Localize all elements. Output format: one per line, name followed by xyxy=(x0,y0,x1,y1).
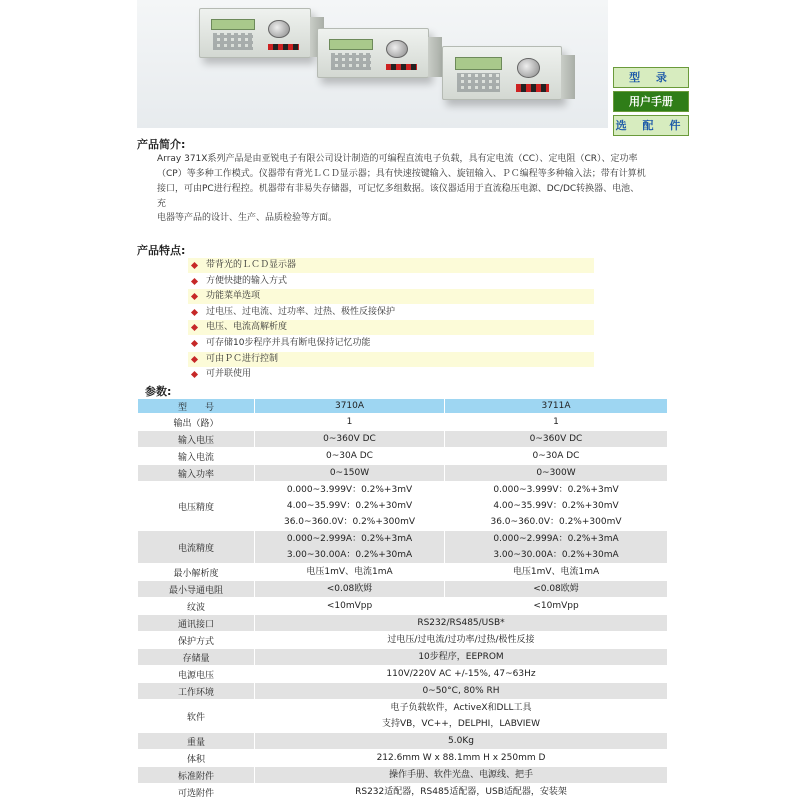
value-line: <10mVpp xyxy=(326,601,373,611)
value-line: 36.0~360.0V：0.2%+300mV xyxy=(283,517,415,527)
row-value-3711a xyxy=(445,414,668,431)
header-model: 型 号 xyxy=(138,399,255,414)
value-line: RS232/RS485/USB* xyxy=(417,618,505,628)
table-row xyxy=(138,598,668,615)
row-label: 通讯接口 xyxy=(138,615,255,632)
value-line: <0.08欧姆 xyxy=(326,584,373,594)
row-label: 电流精度 xyxy=(138,531,255,564)
value-line: 3.00~30.00A：0.2%+30mA xyxy=(493,550,619,560)
table-row xyxy=(138,666,668,683)
value-line: 0.000~3.999V：0.2%+3mV xyxy=(286,485,413,495)
value-line: 电压1mV、电流1mA xyxy=(306,567,393,577)
row-value-3710a xyxy=(255,564,445,581)
feature-item: 方便快捷的输入方式 xyxy=(188,274,594,289)
bullet-icon xyxy=(191,278,198,285)
bullet-icon xyxy=(191,324,198,331)
value-line: 4.00~35.99V：0.2%+30mV xyxy=(493,501,619,511)
row-label: 软件 xyxy=(138,700,255,733)
value-line: 10步程序，EEPROM xyxy=(418,652,504,662)
value-line: 0~50°C, 80% RH xyxy=(422,686,500,696)
row-label: 输入电流 xyxy=(138,448,255,465)
row-value-3711a xyxy=(445,581,668,598)
table-row xyxy=(138,649,668,666)
row-value xyxy=(255,666,668,683)
table-row xyxy=(138,564,668,581)
row-value xyxy=(255,683,668,700)
row-value-3711a xyxy=(445,598,668,615)
table-row xyxy=(138,615,668,632)
value-line: 1 xyxy=(553,417,559,427)
bullet-icon xyxy=(191,356,198,363)
row-value-3711a xyxy=(445,465,668,482)
table-row xyxy=(138,632,668,649)
features-heading: 产品特点: xyxy=(137,244,186,257)
feature-item: 可由ＰＣ进行控制 xyxy=(188,352,594,367)
header-3710a: 3710A xyxy=(255,399,445,414)
catalog-button[interactable]: 型 录 xyxy=(613,67,689,88)
table-row xyxy=(138,750,668,767)
bullet-icon xyxy=(191,340,198,347)
intro-heading: 产品简介: xyxy=(137,138,186,151)
row-value xyxy=(255,632,668,649)
row-label: 输入电压 xyxy=(138,431,255,448)
value-line: 1 xyxy=(346,417,353,427)
intro-line: 充 xyxy=(157,199,167,209)
table-row xyxy=(138,448,668,465)
row-label: 输入功率 xyxy=(138,465,255,482)
row-label: 最小导通电阻 xyxy=(138,581,255,598)
user-manual-button[interactable]: 用户手册 xyxy=(613,91,689,112)
table-row xyxy=(138,767,668,784)
value-line: 5.0Kg xyxy=(448,736,474,746)
row-label: 标准附件 xyxy=(138,767,255,784)
row-label: 重量 xyxy=(138,733,255,750)
value-line: 4.00~35.99V：0.2%+30mV xyxy=(286,501,413,511)
table-row xyxy=(138,414,668,431)
value-line: 电压1mV、电流1mA xyxy=(512,567,600,577)
table-row xyxy=(138,784,668,801)
value-line: 0.000~3.999V：0.2%+3mV xyxy=(493,485,619,495)
params-table xyxy=(137,398,668,801)
product-photo-3 xyxy=(442,46,562,100)
table-row xyxy=(138,465,668,482)
value-line: 0~360V DC xyxy=(529,434,583,444)
intro-line: 接口，可由PC进行程控。机器带有非易失存储器，可记忆多组数据。该仪器适用于直流稳压电源、DC/DC转换器、电池、 xyxy=(157,184,640,194)
row-label: 纹波 xyxy=(138,598,255,615)
row-label: 体积 xyxy=(138,750,255,767)
row-value xyxy=(255,615,668,632)
row-value xyxy=(255,649,668,666)
bullet-icon xyxy=(191,371,198,378)
row-label: 保护方式 xyxy=(138,632,255,649)
row-value-3711a xyxy=(445,531,668,564)
feature-item: 可并联使用 xyxy=(188,367,594,382)
bullet-icon xyxy=(191,262,198,269)
row-label: 输出（路） xyxy=(138,414,255,431)
intro-line: Array 371X系列产品是由亚锐电子有限公司设计制造的可编程直流电子负载，具有定电流（CC）、定电阻（CR）、定功率 xyxy=(157,154,638,164)
table-header-row xyxy=(138,399,668,414)
row-label: 电压精度 xyxy=(138,482,255,531)
table-row xyxy=(138,531,668,564)
row-value xyxy=(255,700,668,733)
row-label: 存储量 xyxy=(138,649,255,666)
row-value-3710a xyxy=(255,465,445,482)
value-line: 36.0~360.0V：0.2%+300mV xyxy=(490,517,622,527)
product-photo-2 xyxy=(317,28,429,78)
table-row xyxy=(138,700,668,733)
row-value-3711a xyxy=(445,564,668,581)
value-line: 0~30A DC xyxy=(326,451,373,461)
row-label: 电源电压 xyxy=(138,666,255,683)
feature-item: 功能菜单选项 xyxy=(188,289,594,304)
row-value-3710a xyxy=(255,482,445,531)
params-heading: 参数: xyxy=(145,385,172,398)
value-line: 过电压/过电流/过功率/过热/极性反接 xyxy=(387,635,535,645)
product-banner xyxy=(137,0,608,128)
value-line: 0~300W xyxy=(536,468,576,478)
row-value-3710a xyxy=(255,598,445,615)
value-line: 电子负载软件，ActiveX和DLL工具 xyxy=(390,703,532,713)
features-list xyxy=(188,258,594,383)
row-label: 工作环境 xyxy=(138,683,255,700)
row-value-3710a xyxy=(255,448,445,465)
value-line: 操作手册、软件光盘、电源线、把手 xyxy=(388,770,533,780)
value-line: 0.000~2.999A：0.2%+3mA xyxy=(493,534,619,544)
value-line: 0~360V DC xyxy=(323,434,376,444)
feature-item: 电压、电流高解析度 xyxy=(188,320,594,335)
row-value-3711a xyxy=(445,448,668,465)
row-label: 最小解析度 xyxy=(138,564,255,581)
table-row xyxy=(138,482,668,531)
side-menu xyxy=(613,67,689,139)
value-line: <0.08欧姆 xyxy=(533,584,579,594)
table-row xyxy=(138,581,668,598)
bullet-icon xyxy=(191,309,198,316)
intro-line: 电器等产品的设计、生产、品质检验等方面。 xyxy=(157,213,338,223)
product-photo-1 xyxy=(199,8,311,58)
row-value-3710a xyxy=(255,414,445,431)
row-value xyxy=(255,767,668,784)
row-value xyxy=(255,733,668,750)
header-3711a: 3711A xyxy=(445,399,668,414)
value-line: 0~30A DC xyxy=(532,451,580,461)
row-value xyxy=(255,784,668,801)
value-line: 0.000~2.999A：0.2%+3mA xyxy=(286,534,413,544)
value-line: 支持VB，VC++，DELPHI，LABVIEW xyxy=(381,719,540,729)
row-label: 可选附件 xyxy=(138,784,255,801)
row-value-3711a xyxy=(445,482,668,531)
row-value-3710a xyxy=(255,431,445,448)
value-line: 3.00~30.00A：0.2%+30mA xyxy=(286,550,413,560)
value-line: 0~150W xyxy=(329,468,370,478)
row-value-3711a xyxy=(445,431,668,448)
table-row xyxy=(138,431,668,448)
table-row xyxy=(138,733,668,750)
bullet-icon xyxy=(191,293,198,300)
feature-item: 带背光的ＬＣＤ显示器 xyxy=(188,258,594,273)
table-row xyxy=(138,683,668,700)
feature-item: 可存储10步程序并具有断电保持记忆功能 xyxy=(188,336,594,351)
accessories-button[interactable]: 选 配 件 xyxy=(613,115,689,136)
row-value xyxy=(255,750,668,767)
row-value-3710a xyxy=(255,581,445,598)
value-line: 110V/220V AC +/-15%, 47~63Hz xyxy=(386,669,536,679)
feature-item: 过电压、过电流、过功率、过热、极性反接保护 xyxy=(188,305,594,320)
intro-text xyxy=(157,152,657,226)
value-line: 212.6mm W x 88.1mm H x 250mm D xyxy=(376,753,546,763)
value-line: <10mVpp xyxy=(533,601,579,611)
value-line: RS232适配器，RS485适配器，USB适配器，安装架 xyxy=(355,787,567,797)
row-value-3710a xyxy=(255,531,445,564)
intro-line: （CP）等多种工作模式。仪器带有背光ＬＣＤ显示器；具有快速按键输入、旋钮输入、ＰＣ编程等多种输入法；带有计算机 xyxy=(157,169,646,179)
